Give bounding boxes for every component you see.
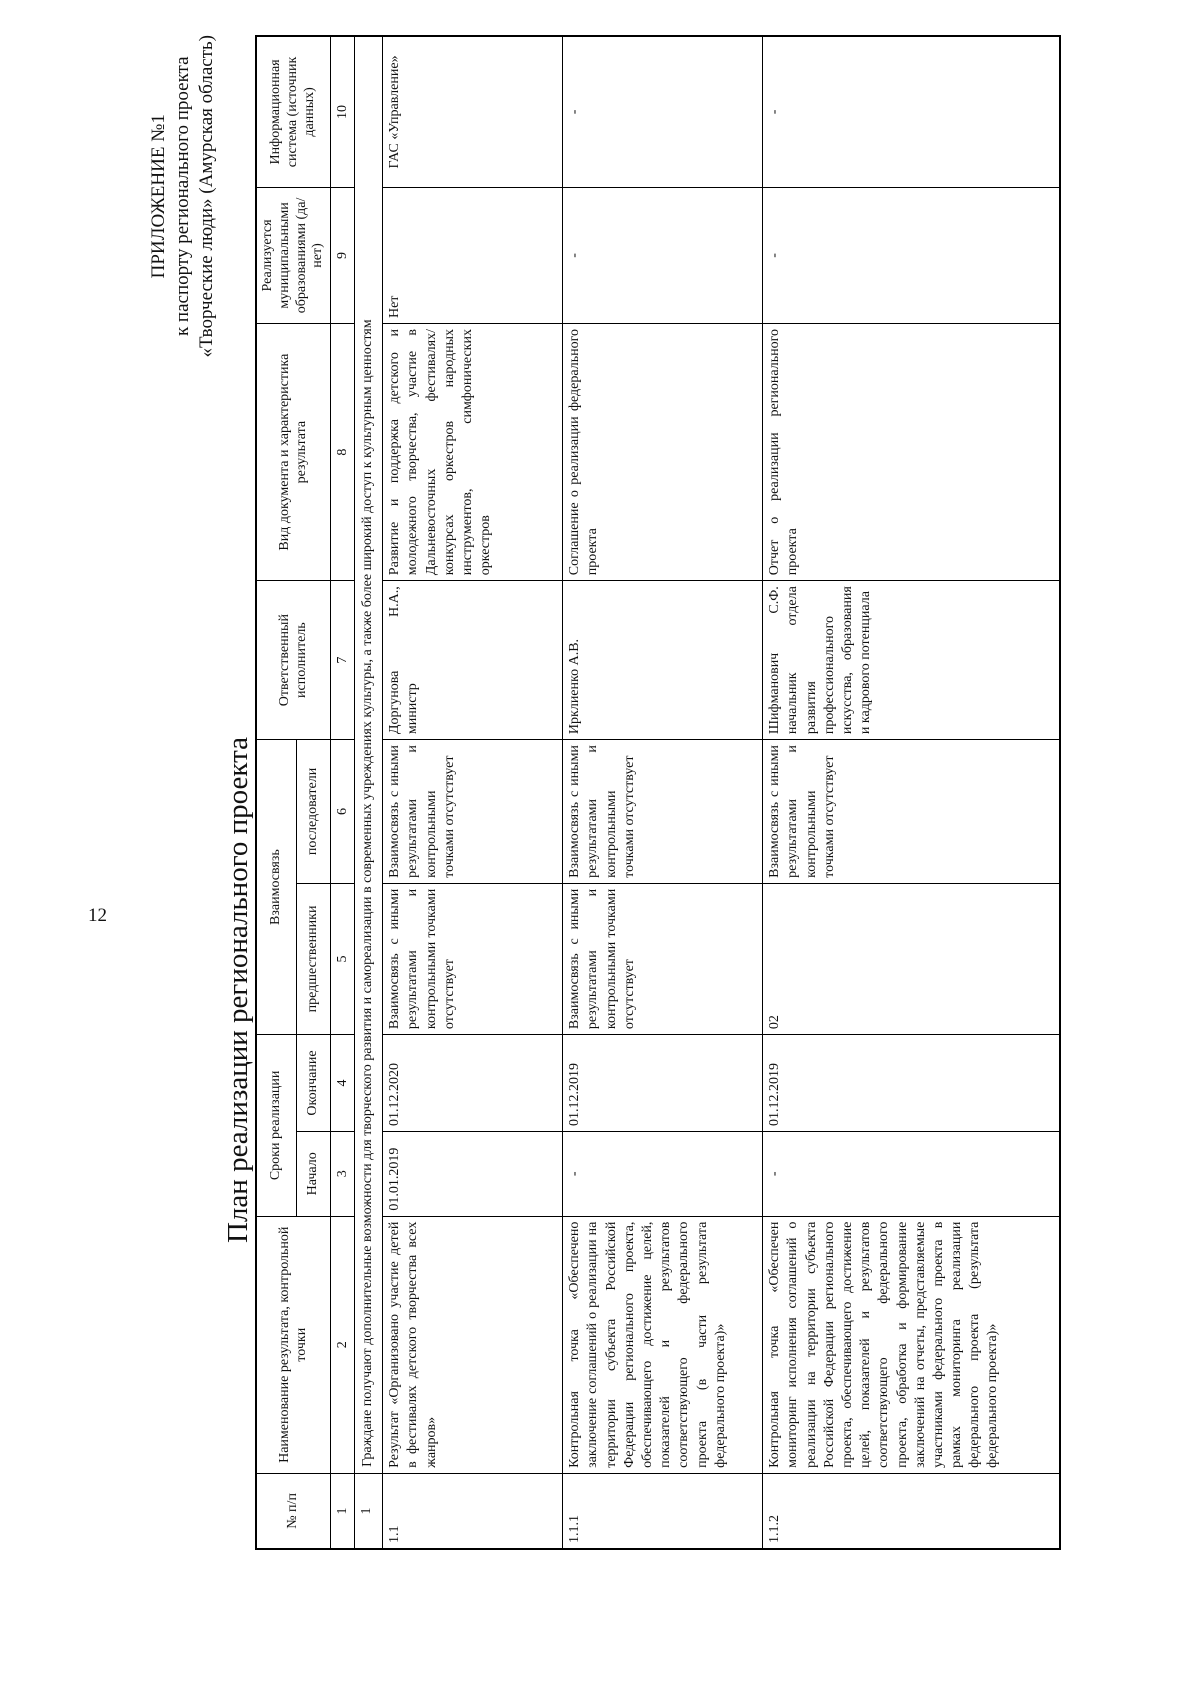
column-number: 4 (331, 1035, 355, 1132)
row-doc: Соглашение о реализации федерального проекта (563, 324, 763, 581)
rotated-page-content (145, 35, 1065, 1550)
row-name: Контрольная точка «Обеспечен мониторинг исполнения соглашений о реализации на территории субъекта Российской Федерации регионального проекта, обеспечивающего достижение целей, показателей и результатов соответствующего федерального проекта, обработка и формирование заключений на отчеты, представляемые участниками федерального проекта в рамках мониторинга реализации федерального проекта (результата федерального проекта)» (763, 1216, 1060, 1473)
row-predecessors: Взаимосвязь с иными результатами и контрольными точками отсутствует (383, 883, 563, 1034)
page-number: 12 (88, 905, 107, 926)
column-number: 8 (331, 324, 355, 581)
row-doc: Отчет о реализации регионального проекта (763, 324, 1060, 581)
table-row (763, 36, 1060, 1549)
column-number: 10 (331, 36, 355, 187)
header-successors: последователи (296, 740, 331, 884)
header-end: Окончание (296, 1035, 331, 1132)
row-predecessors: 02 (763, 883, 1060, 1034)
header-predecessors: предшественники (296, 883, 331, 1034)
appendix-line-1: ПРИЛОЖЕНИЕ №1 (148, 114, 169, 279)
row-predecessors: Взаимосвязь с иными результатами и контрольными точками отсутствует (563, 883, 763, 1034)
row-executor: Шифманович С.Ф. начальник отдела развития профессионального искусства, образования и кадрового потенциала (763, 581, 1060, 740)
row-end: 01.12.2019 (563, 1035, 763, 1132)
column-number: 9 (331, 187, 355, 323)
row-doc: Развитие и поддержка детского и молодежного творчества, участие в Дальневосточных фестивалях/ конкурсах оркестров народных инструментов, симфонических оркестров (383, 324, 563, 581)
row-executor: Ирклиенко А.В. (563, 581, 763, 740)
column-number: 1 (331, 1473, 355, 1549)
header-start: Начало (296, 1131, 331, 1216)
row-num: 1.1 (383, 1473, 563, 1549)
plan-title: План реализации регионального проекта (222, 737, 254, 1243)
column-number: 6 (331, 740, 355, 884)
header-infosys: Информационная система (источник данных) (256, 36, 331, 187)
header-dates: Сроки реализации (256, 1035, 296, 1217)
row-municipal: - (563, 187, 763, 323)
row-num: 1.1.1 (563, 1473, 763, 1549)
row-end: 01.12.2020 (383, 1035, 563, 1132)
row-successors: Взаимосвязь с иными результатами и контрольными точками отсутствует (563, 740, 763, 884)
column-number: 7 (331, 581, 355, 740)
header-name: Наименование результата, контрольной точки (256, 1216, 331, 1473)
header-relation: Взаимосвязь (256, 740, 296, 1035)
row-num: 1.1.2 (763, 1473, 1060, 1549)
header-executor: Ответственный исполнитель (256, 581, 331, 740)
row-successors: Взаимосвязь с иными результатами и контрольными точками отсутствует (763, 740, 1060, 884)
row-municipal: Нет (383, 187, 563, 323)
column-numbers-row (331, 36, 355, 1549)
row-infosys: ГАС «Управление» (383, 36, 563, 187)
table-row (563, 36, 763, 1549)
row-name: Результат «Организовано участие детей в фестивалях детского творчества всех жанров» (383, 1216, 563, 1473)
row-start: 01.01.2019 (383, 1131, 563, 1216)
table-row (383, 36, 563, 1549)
header-doc: Вид документа и характеристика результата (256, 324, 331, 581)
row-start: - (563, 1131, 763, 1216)
section-text: Граждане получают дополнительные возможности для творческого развития и самореализации в современных учреждениях культуры, а также более широкий доступ к культурным ценностям (355, 36, 383, 1473)
appendix-line-3: «Творческие люди» (Амурская область) (195, 35, 217, 358)
row-start: - (763, 1131, 1060, 1216)
header-municipal: Реализуется муниципальными образованиями (да/нет) (256, 187, 331, 323)
row-successors: Взаимосвязь с иными результатами и контрольными точками отсутствует (383, 740, 563, 884)
plan-table (255, 35, 1061, 1550)
row-municipal: - (763, 187, 1060, 323)
row-infosys: - (763, 36, 1060, 187)
column-number: 5 (331, 883, 355, 1034)
section-row (355, 36, 383, 1549)
section-num: 1 (355, 1473, 383, 1549)
appendix-note (147, 35, 218, 358)
row-end: 01.12.2019 (763, 1035, 1060, 1132)
column-number: 2 (331, 1216, 355, 1473)
row-infosys: - (563, 36, 763, 187)
row-name: Контрольная точка «Обеспечено заключение соглашений о реализации на территории субъекта Российской Федерации регионального проекта, обеспечивающего достижение целей, показателей и результатов соответствующего федерального проекта (в части результата федерального проекта)» (563, 1216, 763, 1473)
appendix-line-2: к паспорту регионального проекта (171, 56, 193, 337)
row-executor: Доргунова Н.А., министр (383, 581, 563, 740)
column-number: 3 (331, 1131, 355, 1216)
header-num: № п/п (256, 1473, 331, 1549)
